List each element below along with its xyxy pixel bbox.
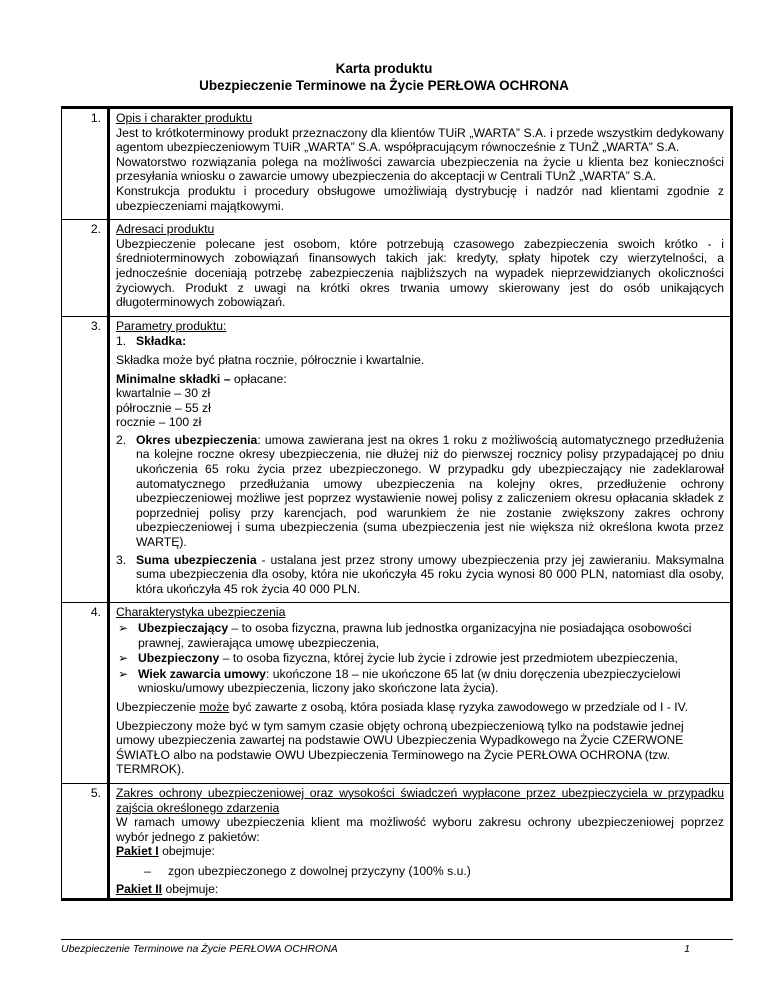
section-number: 2.	[62, 220, 110, 316]
title-line-1: Karta produktu	[335, 61, 433, 76]
min-premium-text: opłacane:	[230, 371, 287, 386]
section-number: 5.	[62, 784, 110, 898]
section-characteristics	[62, 603, 730, 784]
arrow-bullet-icon: ➢	[118, 621, 129, 635]
min-premium-heading	[116, 372, 724, 387]
footer-divider	[61, 939, 733, 940]
bullet-item	[116, 667, 724, 696]
document-title	[0, 60, 768, 94]
package-label: Pakiet II	[116, 881, 163, 896]
package-text: obejmuje:	[162, 881, 219, 896]
section-heading: Opis i charakter produktu	[116, 111, 253, 125]
section-content	[110, 784, 730, 898]
list-label: Suma ubezpieczenia	[136, 552, 257, 567]
section-parameters	[62, 317, 730, 604]
list-label: Okres ubezpieczenia	[136, 432, 258, 447]
section-heading: Adresaci produktu	[116, 222, 215, 237]
section-content	[110, 317, 730, 603]
list-number: 3.	[116, 552, 127, 567]
bullet-text	[138, 621, 724, 650]
text-underlined: może	[199, 699, 230, 714]
bullet-label: Ubezpieczający	[138, 621, 229, 635]
min-premium-halfyear: półrocznie – 55 zł	[116, 400, 211, 415]
min-premium-quarterly: kwartalnie – 30 zł	[116, 386, 211, 401]
list-item-period	[116, 433, 724, 550]
section-content	[110, 220, 730, 316]
paragraph-risk-class	[116, 700, 724, 715]
bullet-body: – to osoba fizyczna, której życie lub życie i zdrowie jest przedmiotem ubezpieczenia,	[219, 651, 678, 666]
arrow-bullet-icon: ➢	[118, 666, 129, 681]
paragraph: Konstrukcja produktu i procedury obsługowe umożliwiają dystrybucję i nadzór nad klientami zgodnie z ubezpieczeniami majątkowymi.	[116, 183, 724, 213]
text-part: być zawarte z osobą, która posiada klasę ryzyka zawodowego w przedziale od I - IV.	[229, 699, 689, 714]
list-item-premium	[116, 334, 724, 349]
bullet-item	[116, 651, 724, 666]
paragraph: W ramach umowy ubezpieczenia klient ma możliwość wyboru zakresu ochrony ubezpieczeniowej poprzez wybór jednego z pakietów:	[116, 815, 724, 844]
arrow-bullet-icon: ➢	[118, 651, 129, 666]
section-number: 3.	[62, 317, 110, 603]
list-body: - ustalana jest przez strony umowy ubezpieczenia przy jej zawieraniu. Maksymalna suma ubezpieczenia dla osoby, która nie ukończyła 45 roku życia wynosi 80 000 PLN, natomiast dla osoby, która ukończyła 45 rok życia 40 000 PLN.	[136, 552, 725, 596]
section-number: 4.	[62, 603, 110, 783]
paragraph: Ubezpieczony może być w tym samym czasie objęty ochroną ubezpieczeniową tylko na podstawie jednej umowy ubezpieczenia zawartej na podstawie OWU Ubezpieczenia Wypadkowego na Życie CZERWONE ŚWIATŁO albo na podstawie OWU Ubezpieczenia Terminowego na Życie PERŁOWA OCHRONA (tzw. TERMROK).	[116, 718, 684, 777]
section-heading: Charakterystyka ubezpieczenia	[116, 605, 286, 620]
paragraph: Ubezpieczenie polecane jest osobom, które potrzebują czasowego zabezpieczenia swoich krótko - i średnioterminowych zobowiązań finansowych takich jak: kredyty, spłaty hipotek czy wierzytelności, a jednocześnie doceniają potrzebę zabezpieczenia najbliższych na wypadek nieprzewidzianych okoliczności życiowych. Produkt z uwagi na krótki okres trwania umowy skierowany jest do osób unikających długoterminowych zobowiązań.	[116, 236, 724, 310]
section-number: 1.	[62, 109, 110, 219]
list-number: 2.	[116, 432, 127, 447]
section-content	[110, 603, 730, 783]
list-body: : umowa zawierana jest na okres 1 roku z możliwością automatycznego przedłużenia na kolejne roczne okresy ubezpieczenia, nie dłużej niż do pierwszej rocznicy polisy przypadającej po dniu ukończenia 65 roku życia przez ubezpieczonego. W przypadku gdy ubezpieczający nie zadeklarował automatycznego przedłużania umowy ubezpieczenia na kolejny okres, przedłużenie ochrony ubezpieczeniowej możliwe jest poprzez wystawienie nowej polisy z zaliczeniem okresu opłacania składek z poprzedniej polisy przy karencjach, pod warunkiem że nie zostanie zwiększony zakres ochrony ubezpieczeniowej i suma ubezpieczenia (suma ubezpieczenia jest nie większa niż określona kwota przez WARTĘ).	[136, 432, 724, 550]
section-coverage	[62, 784, 730, 901]
list-label: Składka:	[136, 334, 187, 349]
bullet-label: Wiek zawarcia umowy	[138, 666, 266, 681]
section-description	[62, 109, 730, 220]
package-label: Pakiet I	[116, 844, 159, 859]
bullet-text	[138, 667, 724, 696]
min-premium-label: Minimalne składki –	[116, 371, 231, 386]
min-premium-yearly: rocznie – 100 zł	[116, 415, 202, 430]
package-2-heading	[116, 882, 724, 897]
package-item-text: zgon ubezpieczonego z dowolnej przyczyny (100% s.u.)	[168, 863, 471, 878]
paragraph: Jest to krótkoterminowy produkt przeznaczony dla klientów TUiR „WARTA” S.A. i przede wszystkim dedykowany agentom ubezpieczeniowym TUiR „WARTA” S.A. współpracującym równocześnie z TUnŻ „WARTA” S.A.	[116, 125, 724, 155]
list-item-sum	[116, 553, 724, 597]
dash-bullet-icon: –	[144, 863, 151, 878]
list-number: 1.	[116, 334, 127, 349]
paragraph: Nowatorstwo rozwiązania polega na możliwości zawarcia ubezpieczenia na życie u klienta bez konieczności przesyłania wniosku o zawarcie umowy ubezpieczenia do akceptacji w Centrali TUnŻ „WARTA” S.A.	[116, 154, 724, 184]
list-text	[136, 433, 724, 550]
bullet-text	[138, 651, 724, 666]
footer-document-name: Ubezpieczenie Terminowe na Życie PERŁOWA OCHRONA	[61, 943, 338, 955]
section-heading: Zakres ochrony ubezpieczeniowej oraz wysokości świadczeń wypłacone przez ubezpieczyciela w przypadku zajścia określonego zdarzenia	[116, 785, 724, 815]
bullet-label: Ubezpieczony	[138, 651, 220, 666]
text-part: Ubezpieczenie	[116, 699, 200, 714]
section-heading: Parametry produktu:	[116, 318, 227, 333]
package-1-heading	[116, 844, 724, 859]
bullet-item	[116, 621, 724, 650]
bullet-body: – to osoba fizyczna, prawna lub jednostka organizacyjna nie posiadająca osobowości prawnej, zawierająca umowę ubezpieczenia,	[138, 621, 692, 650]
section-audience	[62, 220, 730, 317]
list-text	[136, 553, 724, 597]
package-text: obejmuje:	[158, 844, 215, 859]
footer-page-number: 1	[684, 943, 690, 955]
section-content	[110, 109, 730, 219]
paragraph: Składka może być płatna rocznie, półrocznie i kwartalnie.	[116, 352, 425, 367]
title-line-2: Ubezpieczenie Terminowe na Życie PERŁOWA OCHRONA	[199, 78, 569, 93]
package-item	[116, 864, 724, 879]
bullet-body: : ukończone 18 – nie ukończone 65 lat (w dniu doręczenia ubezpieczycielowi wniosku/umowy ubezpieczenia, liczony jako skończone lata życia).	[138, 666, 681, 696]
product-sections-table	[61, 106, 733, 901]
